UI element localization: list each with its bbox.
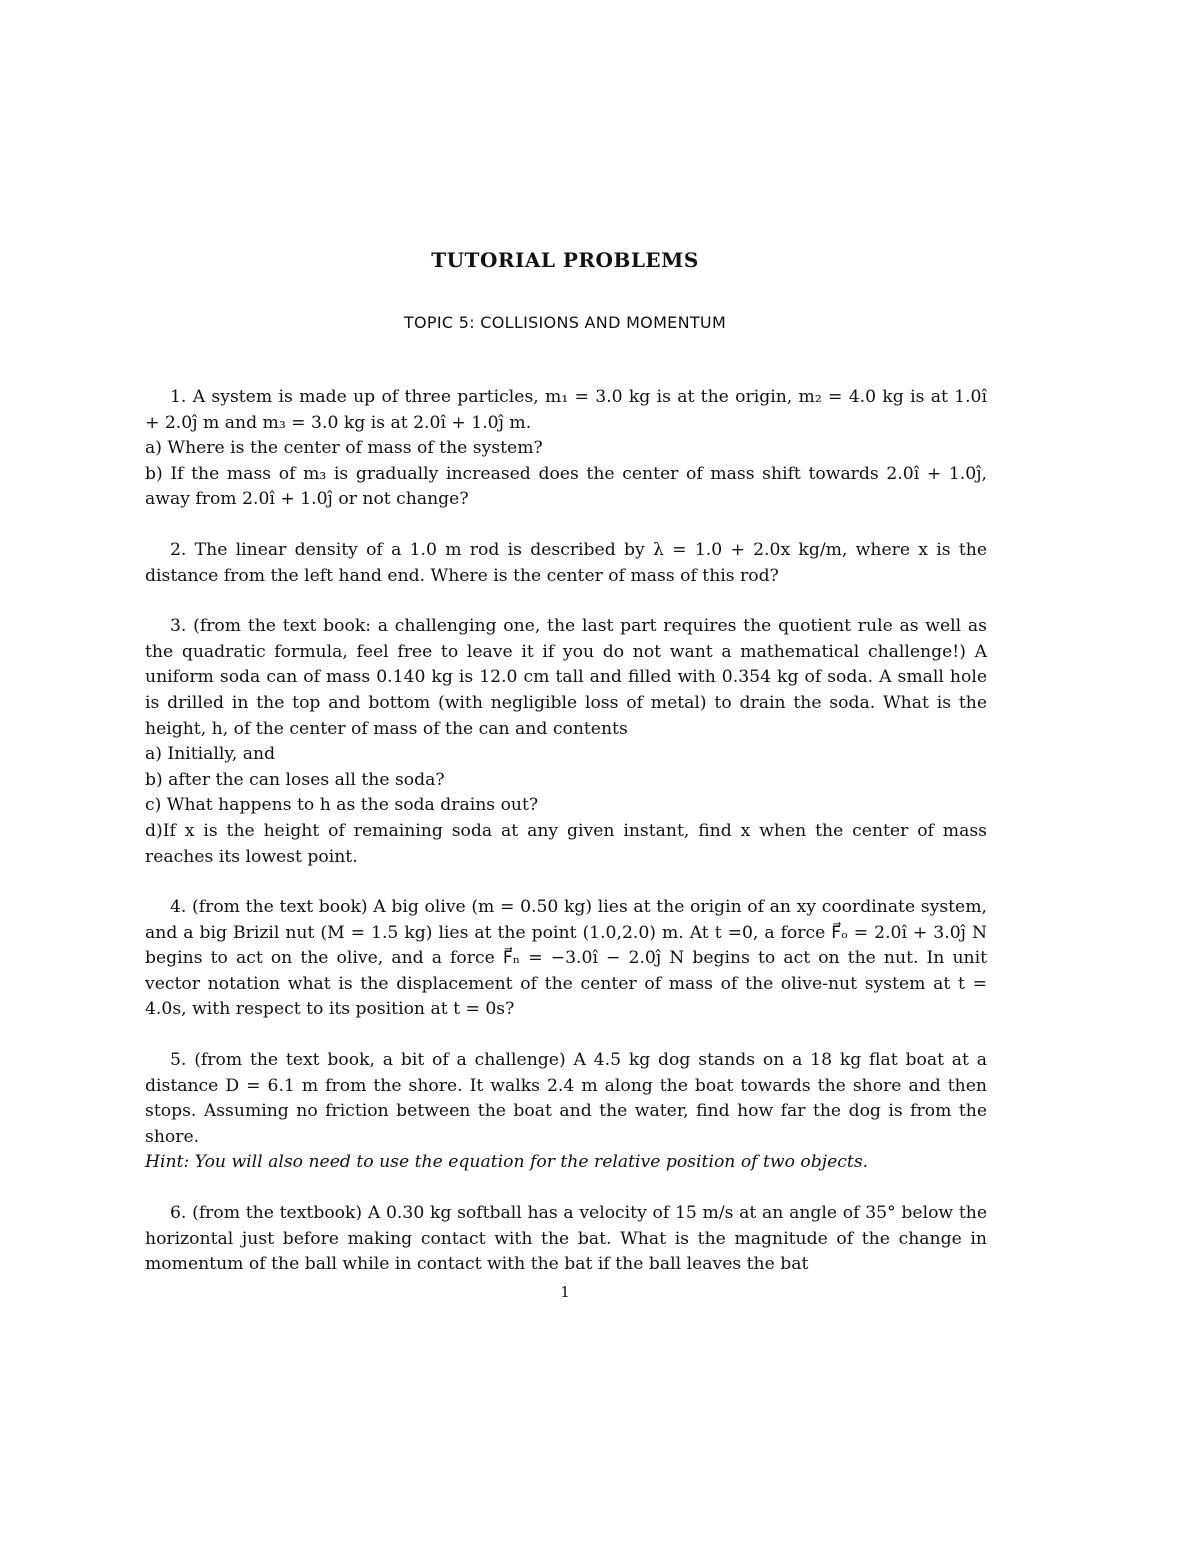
page-number: 1	[560, 1283, 570, 1301]
problem-5-hint: Hint: You will also need to use the equation for the relative position of two objects.	[145, 1152, 869, 1173]
problem-3-part-d: d)If x is the height of remaining soda at any given instant, find x when the center of mass reaches its lowest point.	[145, 820, 987, 867]
problem-3-part-a: a) Initially, and	[145, 744, 276, 765]
problem-3-statement: 3. (from the text book: a challenging one, the last part requires the quotient rule as well as the quadratic formula, feel free to leave it if you do not want a mathematical challenge!) A uniform soda can of mass 0.140 kg is 12.0 cm tall and filled with 0.354 kg of soda. A small hole is drilled in the top and bottom (with negligible loss of metal) to drain the soda. What is the height, h, of the center of mass of the can and contents	[145, 616, 987, 739]
document-title: TUTORIAL PROBLEMS	[431, 248, 699, 272]
problem-6	[145, 1201, 987, 1278]
problem-1	[145, 385, 987, 513]
document-subtitle: TOPIC 5: COLLISIONS AND MOMENTUM	[403, 313, 727, 332]
problem-5	[145, 1048, 987, 1176]
problem-1-part-a: a) Where is the center of mass of the system?	[145, 438, 543, 459]
problem-2	[145, 538, 987, 589]
problem-1-part-b: b) If the mass of m₃ is gradually increased does the center of mass shift towards 2.0î + 1.0ĵ, away from 2.0î + 1.0ĵ or not change?	[145, 463, 987, 510]
problem-2-statement: 2. The linear density of a 1.0 m rod is described by λ = 1.0 + 2.0x kg/m, where x is the distance from the left hand end. Where is the center of mass of this rod?	[145, 539, 987, 586]
problem-5-statement: 5. (from the text book, a bit of a challenge) A 4.5 kg dog stands on a 18 kg flat boat at a distance D = 6.1 m from the shore. It walks 2.4 m along the boat towards the shore and then stops. Assuming no friction between the boat and the water, find how far the dog is from the shore.	[145, 1050, 987, 1147]
problem-4-statement: 4. (from the text book) A big olive (m = 0.50 kg) lies at the origin of an xy coordinate system, and a big Brizil nut (M = 1.5 kg) lies at the point (1.0,2.0) m. At t =0, a force F⃗ₒ = 2.0î + 3.0ĵ N begins to act on the olive, and a force F⃗ₙ = −3.0î − 2.0ĵ N begins to act on the nut. In unit vector notation what is the displacement of the center of mass of the olive-nut system at t = 4.0s, with respect to its position at t = 0s?	[145, 897, 987, 1020]
problem-4	[145, 895, 987, 1023]
problem-1-statement: 1. A system is made up of three particles, m₁ = 3.0 kg is at the origin, m₂ = 4.0 kg is at 1.0î + 2.0ĵ m and m₃ = 3.0 kg is at 2.0î + 1.0ĵ m.	[145, 387, 987, 433]
problem-3-part-b: b) after the can loses all the soda?	[145, 769, 445, 790]
problem-6-statement: 6. (from the textbook) A 0.30 kg softball has a velocity of 15 m/s at an angle of 35° below the horizontal just before making contact with the bat. What is the magnitude of the change in momentum of the ball while in contact with the bat if the ball leaves the bat	[145, 1203, 987, 1275]
problem-3-part-c: c) What happens to h as the soda drains out?	[145, 795, 539, 816]
problem-list	[145, 385, 987, 1303]
problem-3	[145, 614, 987, 870]
